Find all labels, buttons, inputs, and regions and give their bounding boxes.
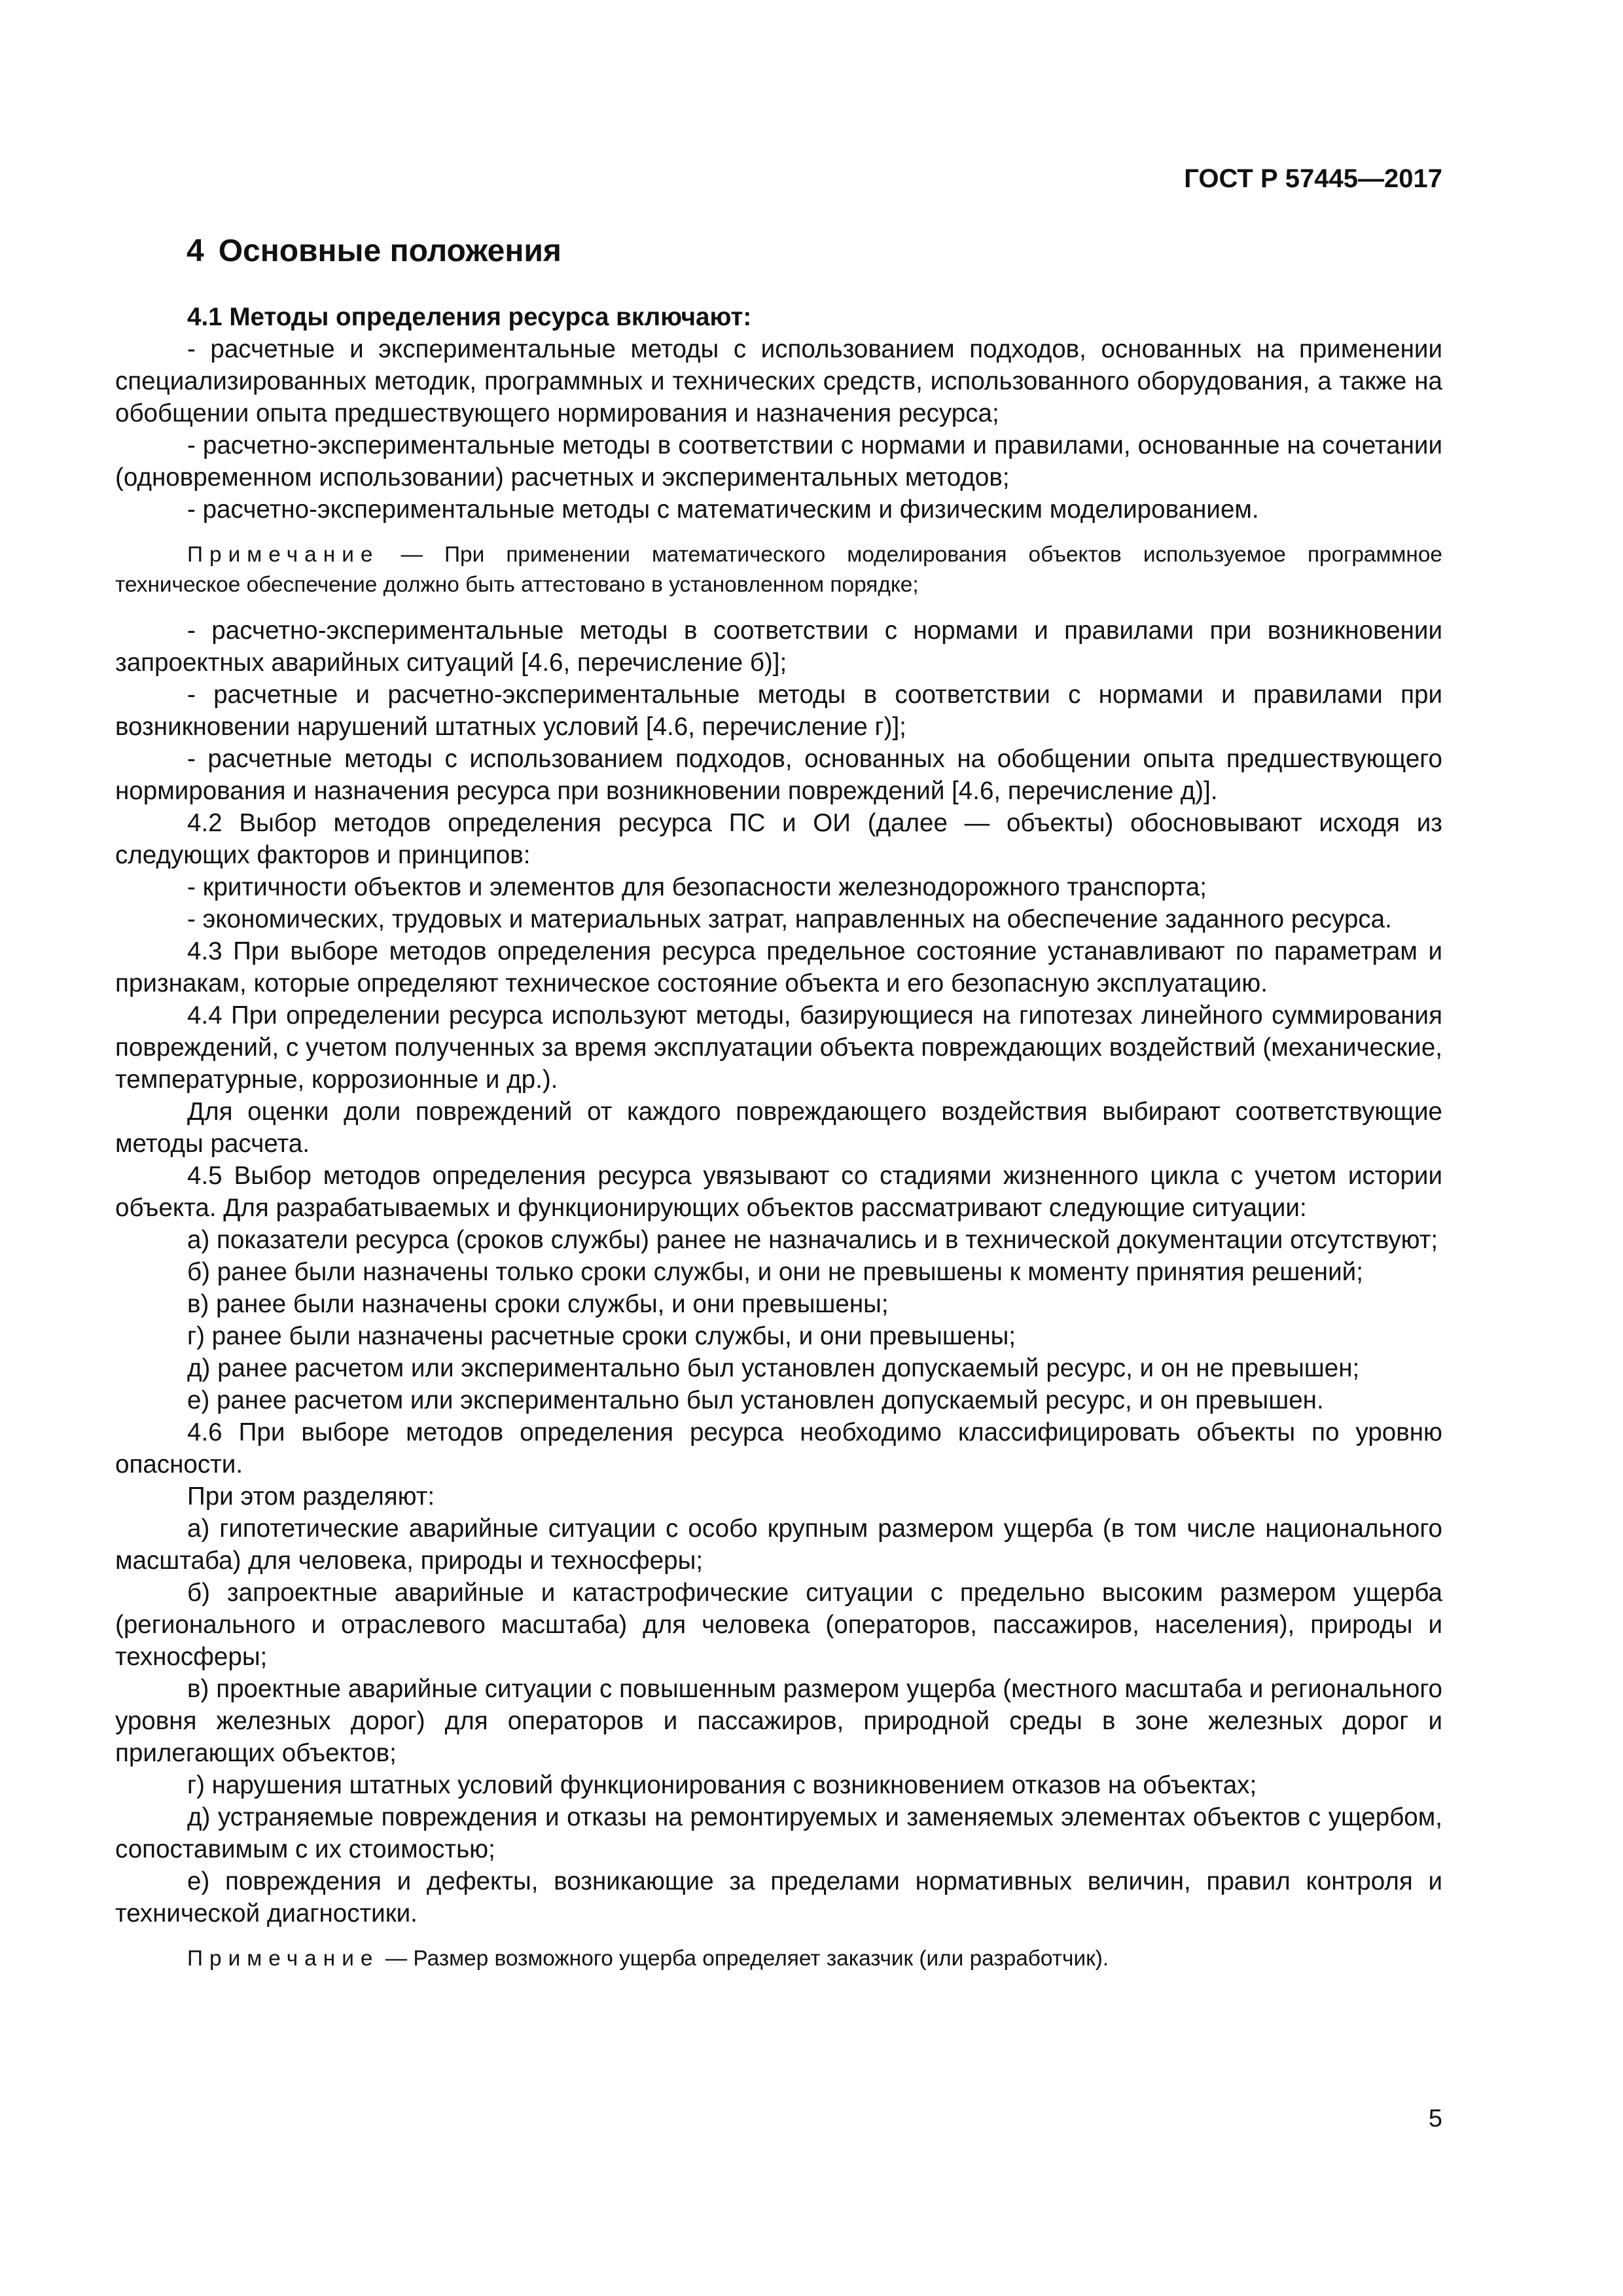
note-text: — При применении математического моделирования объектов используемое программное техническое обеспечение должно быть аттестовано в установленном порядке;: [115, 543, 1442, 597]
document-code: ГОСТ Р 57445—2017: [1184, 164, 1442, 193]
list-item: - расчетно-экспериментальные методы в соответствии с нормами и правилами, основанные на сочетании (одновременном использовании) расчетных и экспериментальных методов;: [115, 431, 1442, 492]
clause-4-4: 4.4 При определении ресурса используют методы, базирующиеся на гипотезах линейного суммирования повреждений, с учетом полученных за время эксплуатации объекта повреждающих воздействий (механические, температурные, коррозионные и др.).: [115, 1001, 1442, 1094]
list-item: а) гипотетические аварийные ситуации с особо крупным размером ущерба (в том числе национального масштаба) для человека, природы и техносферы;: [115, 1515, 1442, 1575]
list-item: - расчетные и экспериментальные методы с использованием подходов, основанных на применении специализированных методик, программных и технических средств, использованного оборудования, а также на обобщении опыта предшествующего нормирования и назначения ресурса;: [115, 335, 1442, 427]
clause-4-3: 4.3 При выборе методов определения ресурса предельное состояние устанавливают по параметрам и признакам, которые определяют техническое состояние объекта и его безопасную эксплуатацию.: [115, 937, 1442, 997]
list-item: - расчетные и расчетно-экспериментальные методы в соответствии с нормами и правилами при возникновении нарушений штатных условий [4.6, перечисление г)];: [115, 681, 1442, 741]
section-title: [187, 230, 562, 272]
document-body: [115, 301, 1442, 1988]
section-title-text: Основные положения: [218, 234, 562, 268]
list-item: е) ранее расчетом или экспериментально был установлен допускаемый ресурс, и он превышен.: [187, 1386, 1324, 1414]
list-item: - расчетно-экспериментальные методы с математическим и физическим моделированием.: [187, 495, 1259, 524]
note: [115, 540, 1442, 600]
clause-4-1-heading: 4.1 Методы определения ресурса включают:: [187, 303, 752, 331]
list-item: г) нарушения штатных условий функционирования с возникновением отказов на объектах;: [187, 1771, 1257, 1799]
list-item: - расчетные методы с использованием подходов, основанных на обобщении опыта предшествующего нормирования и назначения ресурса при возникновении повреждений [4.6, перечисление д)].: [115, 745, 1442, 805]
clause-4-6: 4.6 При выборе методов определения ресурса необходимо классифицировать объекты по уровню опасности.: [115, 1418, 1442, 1479]
list-item: - экономических, трудовых и материальных затрат, направленных на обеспечение заданного ресурса.: [187, 905, 1392, 933]
paragraph: Для оценки доли повреждений от каждого повреждающего воздействия выбирают соответствующие методы расчета.: [115, 1098, 1442, 1158]
list-item: в) проектные аварийные ситуации с повышенным размером ущерба (местного масштаба и регионального уровня железных дорог) для операторов и пассажиров, природной среды в зоне железных дорог и прилегающих объектов;: [115, 1675, 1442, 1767]
note-text: — Размер возможного ущерба определяет заказчик (или разработчик).: [379, 1946, 1109, 1971]
list-item: а) показатели ресурса (сроков службы) ранее не назначались и в технической документации отсутствуют;: [187, 1226, 1438, 1254]
list-item: г) ранее были назначены расчетные сроки службы, и они превышены;: [187, 1322, 1016, 1350]
note: [115, 1944, 1442, 1974]
list-item: б) ранее были назначены только сроки службы, и они не превышены к моменту принятия решений;: [187, 1258, 1363, 1286]
paragraph: При этом разделяют:: [187, 1482, 435, 1511]
clause-4-5: 4.5 Выбор методов определения ресурса увязывают со стадиями жизненного цикла с учетом истории объекта. Для разрабатываемых и функционирующих объектов рассматривают следующие ситуации:: [115, 1162, 1442, 1222]
list-item: - расчетно-экспериментальные методы в соответствии с нормами и правилами при возникновении запроектных аварийных ситуаций [4.6, перечисление б)];: [115, 617, 1442, 677]
page-number: 5: [1428, 2105, 1442, 2132]
list-item: - критичности объектов и элементов для безопасности железнодорожного транспорта;: [187, 873, 1207, 901]
section-number: 4: [187, 234, 204, 268]
list-item: б) запроектные аварийные и катастрофические ситуации с предельно высоким размером ущерба (регионального и отраслевого масштаба) для человека (операторов, пассажиров, населения), природы и техносферы;: [115, 1579, 1442, 1671]
clause-4-2: 4.2 Выбор методов определения ресурса ПС и ОИ (далее — объекты) обосновывают исходя из следующих факторов и принципов:: [115, 809, 1442, 869]
list-item: в) ранее были назначены сроки службы, и они превышены;: [187, 1290, 889, 1318]
note-lead: Примечание: [187, 1946, 380, 1971]
list-item: д) устраняемые повреждения и отказы на ремонтируемых и заменяемых элементах объектов с ущербом, сопоставимым с их стоимостью;: [115, 1803, 1442, 1863]
list-item: е) повреждения и дефекты, возникающие за пределами нормативных величин, правил контроля и технической диагностики.: [115, 1867, 1442, 1928]
note-lead: Примечание: [187, 543, 380, 567]
list-item: д) ранее расчетом или экспериментально был установлен допускаемый ресурс, и он не превышен;: [187, 1354, 1360, 1382]
